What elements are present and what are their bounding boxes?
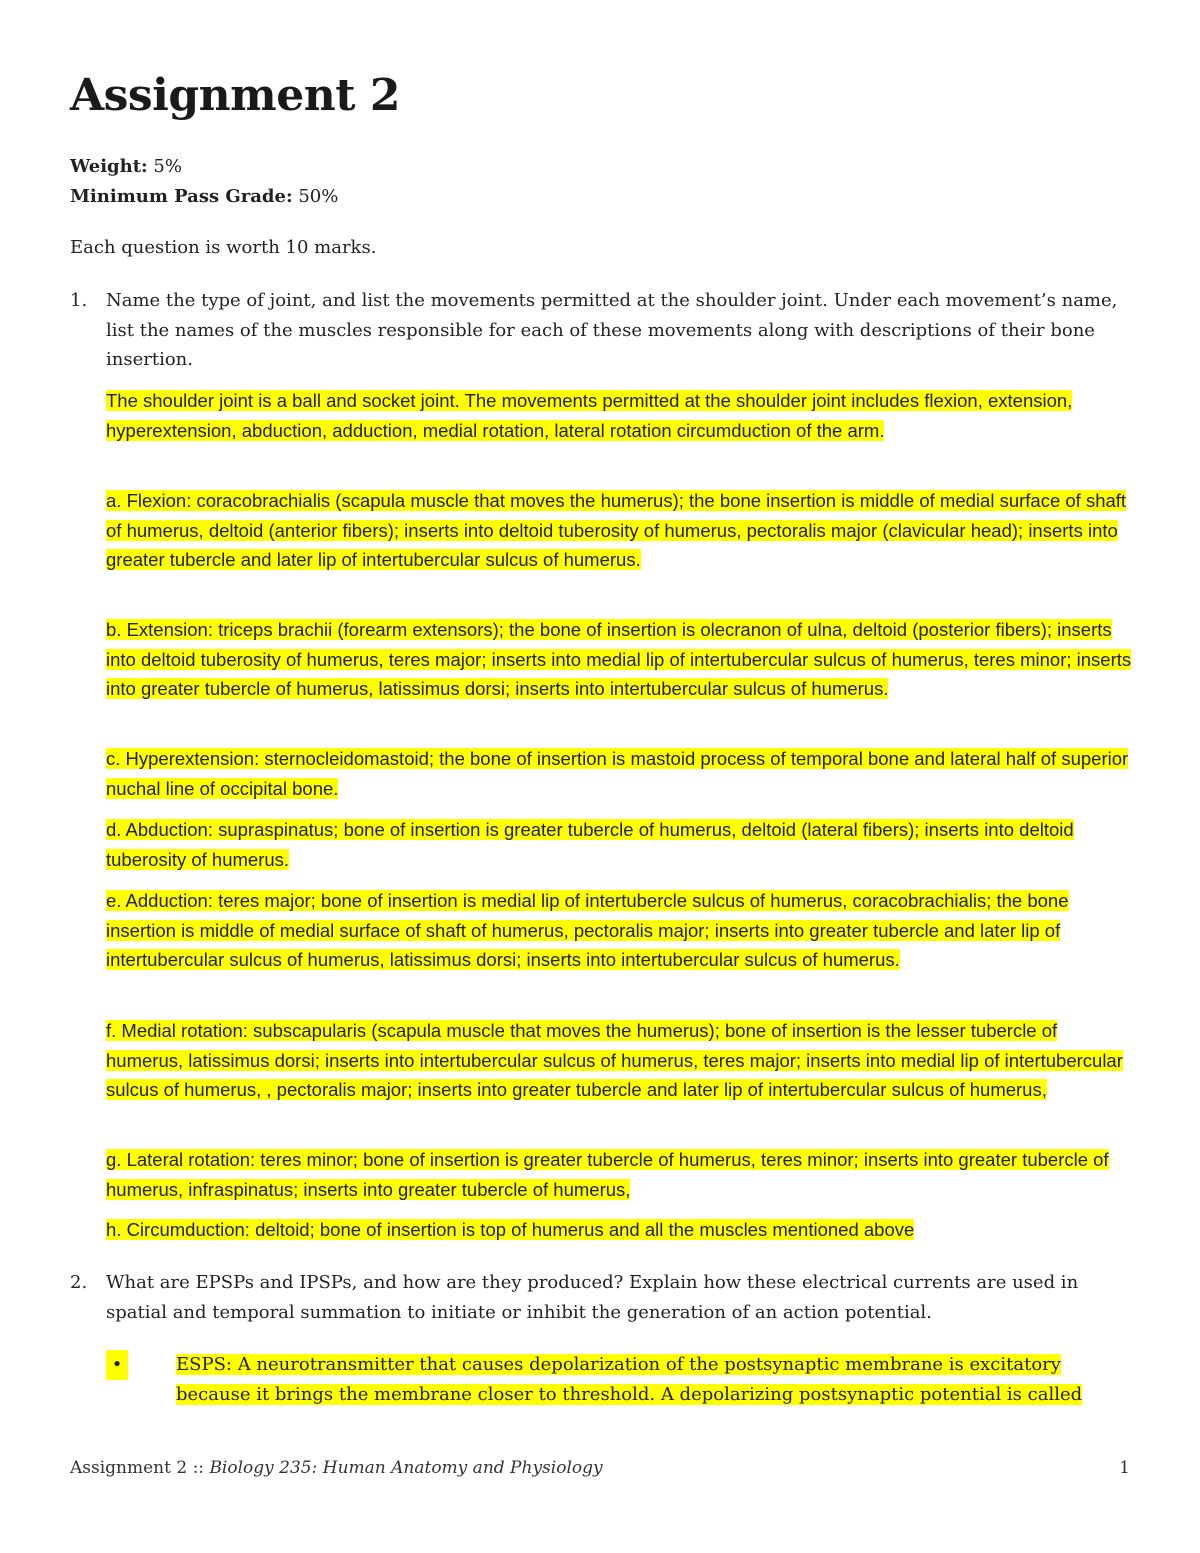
bullet-text: ESPS: A neurotransmitter that causes depolarization of the postsynaptic membrane is excitatory because it brings the membrane closer to threshold. A depolarizing postsynaptic potential is called (176, 1354, 1083, 1405)
answer-text: c. Hyperextension: sternocleidomastoid; the bone of insertion is mastoid process of temporal bone and lateral half of superior nuchal line of occipital bone. (106, 748, 1129, 799)
pass-grade-value: 50% (298, 186, 339, 207)
page-footer (70, 1458, 1130, 1478)
question-2 (70, 1268, 1130, 1327)
question-text: Name the type of joint, and list the movements permitted at the shoulder joint. Under each movement’s name, list the names of the muscles responsible for each of these movements along with descriptions of their bone insertion. (106, 290, 1118, 370)
page-title: Assignment 2 (70, 70, 400, 121)
answer-text: d. Abduction: supraspinatus; bone of insertion is greater tubercle of humerus, deltoid (lateral fibers); inserts into deltoid tuberosity of humerus. (106, 819, 1074, 870)
answer-flexion (106, 486, 1136, 575)
answer-lateral-rotation (106, 1145, 1136, 1204)
question-text: What are EPSPs and IPSPs, and how are they produced? Explain how these electrical currents are used in spatial and temporal summation to initiate or inhibit the generation of an action potential. (106, 1272, 1079, 1323)
answer-adduction (106, 886, 1136, 975)
answer-circumduction (106, 1215, 1136, 1245)
question-1 (70, 286, 1130, 375)
weight-line: Weight: 5% (70, 156, 182, 177)
question-number: 2. (70, 1272, 88, 1293)
answer-abduction (106, 815, 1136, 874)
weight-value: 5% (153, 156, 182, 177)
answer-text: f. Medial rotation: subscapularis (scapula muscle that moves the humerus); bone of insertion is the lesser tubercle of humerus, latissimus dorsi; inserts into intertubercular sulcus of humerus, teres major; inserts into medial lip of intertubercular sulcus of humerus, , pectoralis major; inserts into greater tubercle and later lip of intertubercular sulcus of humerus, (106, 1020, 1123, 1100)
answer-text: The shoulder joint is a ball and socket joint. The movements permitted at the shoulder joint includes flexion, extension, hyperextension, abduction, adduction, medial rotation, lateral rotation circumduction of the arm. (106, 390, 1073, 441)
footer-course: Biology 235: Human Anatomy and Physiology (209, 1458, 603, 1478)
pass-grade-line: Minimum Pass Grade: 50% (70, 186, 339, 207)
answer-extension (106, 615, 1136, 704)
question-number: 1. (70, 290, 88, 311)
answer-intro (106, 386, 1136, 445)
answer-text: e. Adduction: teres major; bone of insertion is medial lip of intertubercle sulcus of humerus, coracobrachialis; the bone insertion is middle of medial surface of shaft of humerus, pectoralis major; inserts into greater tubercle and later lip of intertubercular sulcus of humerus, latissimus dorsi; inserts into intertubercular sulcus of humerus. (106, 890, 1069, 970)
answer-medial-rotation (106, 1016, 1136, 1105)
marks-note: Each question is worth 10 marks. (70, 237, 377, 258)
answer-bullet-epsp (106, 1350, 1126, 1410)
weight-label: Weight (70, 156, 142, 177)
pass-grade-label: Minimum Pass Grade (70, 186, 286, 207)
bullet-icon: • (106, 1350, 128, 1380)
answer-text: b. Extension: triceps brachii (forearm extensors); the bone of insertion is olecranon of ulna, deltoid (posterior fibers); inserts into deltoid tuberosity of humerus, teres major; inserts into medial lip of intertubercular sulcus of humerus, teres minor; inserts into greater tubercle of humerus, latissimus dorsi; inserts into intertubercular sulcus of humerus. (106, 619, 1132, 699)
page-number: 1 (1119, 1458, 1130, 1478)
footer-doc-title: Assignment 2 :: (70, 1458, 210, 1478)
answer-text: g. Lateral rotation: teres minor; bone of insertion is greater tubercle of humerus, teres minor; inserts into greater tubercle of humerus, infraspinatus; inserts into greater tubercle of humerus, (106, 1149, 1109, 1200)
answer-text: a. Flexion: coracobrachialis (scapula muscle that moves the humerus); the bone insertion is middle of medial surface of shaft of humerus, deltoid (anterior fibers); inserts into deltoid tuberosity of humerus, pectoralis major (clavicular head); inserts into greater tubercle and later lip of intertubercular sulcus of humerus. (106, 490, 1127, 570)
answer-text: h. Circumduction: deltoid; bone of insertion is top of humerus and all the muscles mentioned above (106, 1219, 915, 1240)
answer-hyperextension (106, 744, 1136, 803)
assignment-meta (70, 152, 338, 212)
